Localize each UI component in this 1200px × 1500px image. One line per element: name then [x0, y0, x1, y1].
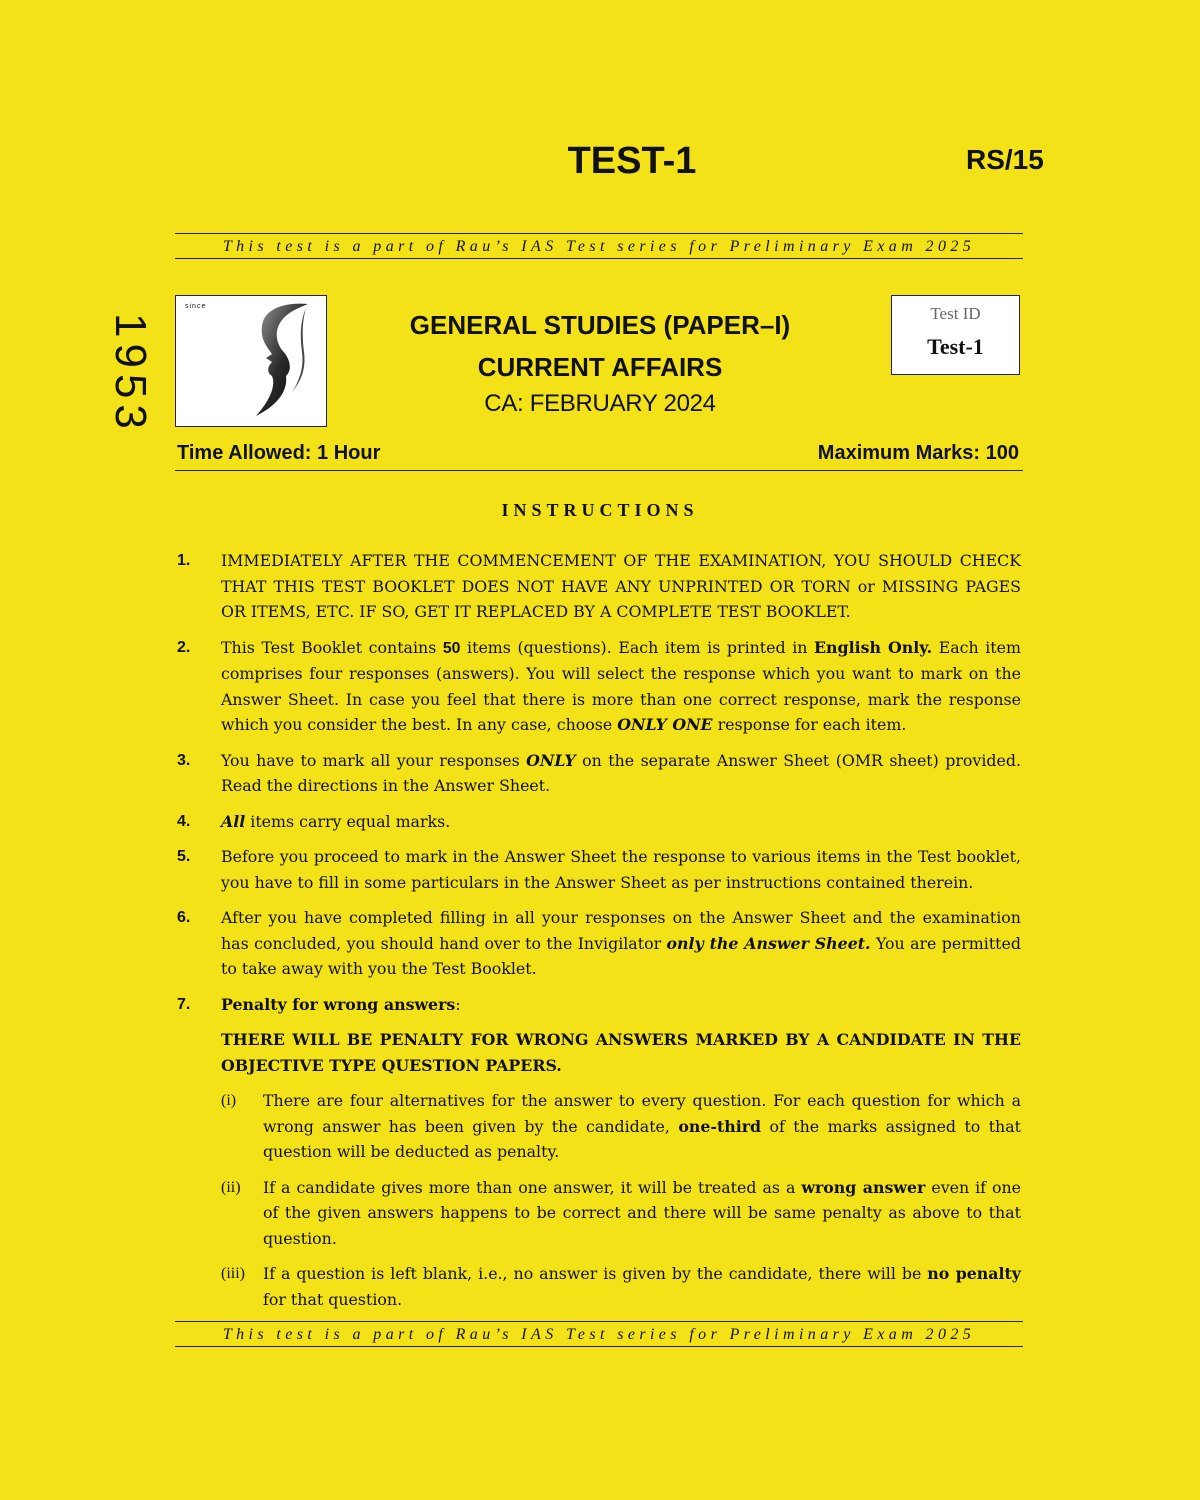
- rule-text: of the marks assigned to that question will be deducted as penalty.: [263, 1116, 1022, 1161]
- rule-emphasis: one-third: [678, 1116, 762, 1136]
- item-emphasis: ONLY: [526, 750, 576, 770]
- paper-heading: [300, 308, 900, 418]
- instruction-item-6: [175, 905, 1021, 982]
- penalty-rule-2: [221, 1175, 1021, 1252]
- item-number: 5.: [177, 848, 191, 865]
- logo-since: since: [185, 303, 207, 310]
- paper-type: CURRENT AFFAIRS: [477, 352, 723, 382]
- penalty-rule-1: [221, 1088, 1021, 1165]
- rule-emphasis: no penalty: [927, 1264, 1021, 1283]
- rule-number: (i): [221, 1092, 237, 1109]
- item-text: Before you proceed to mark in the Answer Sheet the response to various items in the Test booklet, you have to fill in some particulars in the Answer Sheet as per instructions contained therein.: [221, 847, 1021, 892]
- rule-number: (ii): [221, 1178, 241, 1196]
- item-text: You have to mark all your responses: [221, 750, 527, 770]
- rule-text: There are four alternatives for the answer to every question. For each question for which a wrong answer has been given by the candidate,: [263, 1091, 1021, 1136]
- rule-emphasis: wrong answer: [801, 1177, 926, 1197]
- item-text: response for each item.: [712, 715, 907, 734]
- item-text: Each item comprises four responses (answers). You will select the response which you want to mark on the Answer Sheet. In case you feel that there is more than one correct response, mark the response which you consider the best. In any case, choose: [221, 637, 1021, 734]
- penalty-rule-3: [221, 1261, 1021, 1312]
- time-allowed: Time Allowed: 1 Hour: [177, 442, 381, 464]
- instruction-item-4: [175, 809, 1021, 835]
- rule-text: If a candidate gives more than one answer, it will be treated as a: [263, 1177, 802, 1197]
- penalty-warning: THERE WILL BE PENALTY FOR WRONG ANSWERS MARKED BY A CANDIDATE IN THE OBJECTIVE TYPE QUESTION PAPERS.: [221, 1030, 1021, 1075]
- item-number: 3.: [177, 751, 191, 769]
- instruction-item-3: [175, 748, 1021, 799]
- item-emphasis: only the Answer Sheet.: [666, 933, 871, 953]
- instruction-item-7: [175, 992, 1021, 1313]
- test-id-box: [891, 295, 1020, 375]
- rule-text: for that question.: [263, 1289, 403, 1309]
- instructions-list: [175, 548, 1021, 1322]
- item-text: items carry equal marks.: [245, 811, 451, 831]
- item-text: on the separate Answer Sheet (OMR sheet) provided. Read the directions in the Answer Sheet.: [221, 750, 1021, 795]
- item-text: IMMEDIATELY AFTER THE COMMENCEMENT OF THE EXAMINATION, YOU SHOULD CHECK THAT THIS TEST BOOKLET DOES NOT HAVE ANY UNPRINTED OR TORN or MISSING PAGES OR ITEMS, ETC. IF SO, GET IT REPLACED BY A COMPLETE TEST BOOKLET.: [221, 551, 1021, 621]
- rule-text: even if one of the given answers happens to be correct and there will be same penalty as above to that question.: [263, 1177, 1022, 1248]
- item-text: items (questions). Each item is printed in: [460, 637, 814, 657]
- instruction-item-1: [175, 548, 1021, 625]
- page-title: TEST-1: [567, 140, 697, 182]
- paper-month: CA: FEBRUARY 2024: [484, 390, 716, 417]
- series-note-bottom: This test is a part of Rau’s IAS Test series for Preliminary Exam 2025: [175, 1321, 1023, 1347]
- series-note-top: This test is a part of Rau’s IAS Test series for Preliminary Exam 2025: [175, 233, 1023, 259]
- instruction-item-5: [175, 844, 1021, 895]
- item-number: 6.: [177, 909, 191, 926]
- item-emphasis: 50: [442, 639, 461, 657]
- paper-subject: GENERAL STUDIES (PAPER–I): [409, 310, 791, 340]
- item-emphasis: English Only.: [814, 637, 933, 657]
- instruction-item-2: [175, 635, 1021, 738]
- penalty-warning-block: [221, 1027, 1021, 1078]
- item-number: 4.: [177, 812, 191, 830]
- penalty-colon: :: [455, 994, 461, 1014]
- series-code: RS/15: [966, 144, 1044, 175]
- exam-meta-row: [175, 440, 1023, 471]
- test-id-value: Test-1: [927, 334, 984, 359]
- rule-text: If a question is left blank, i.e., no answer is given by the candidate, there will be: [263, 1264, 928, 1283]
- item-text: You are permitted to take away with you the Test Booklet.: [221, 933, 1021, 978]
- item-emphasis: ONLY ONE: [617, 715, 713, 734]
- item-text: This Test Booklet contains: [221, 637, 443, 657]
- item-text: After you have completed filling in all your responses on the Answer Sheet and the examination has concluded, you should hand over to the Invigilator: [221, 908, 1021, 953]
- test-id-label: Test ID: [930, 304, 981, 323]
- item-number: 1.: [177, 552, 191, 569]
- penalty-heading: Penalty for wrong answers: [221, 994, 456, 1014]
- item-number: 2.: [177, 638, 191, 656]
- rule-number: (iii): [221, 1265, 245, 1282]
- logo-year: 1953: [106, 313, 155, 435]
- item-number: 7.: [177, 995, 191, 1013]
- item-emphasis: All: [221, 811, 246, 831]
- maximum-marks: Maximum Marks: 100: [817, 442, 1019, 464]
- instructions-heading: INSTRUCTIONS: [501, 500, 699, 520]
